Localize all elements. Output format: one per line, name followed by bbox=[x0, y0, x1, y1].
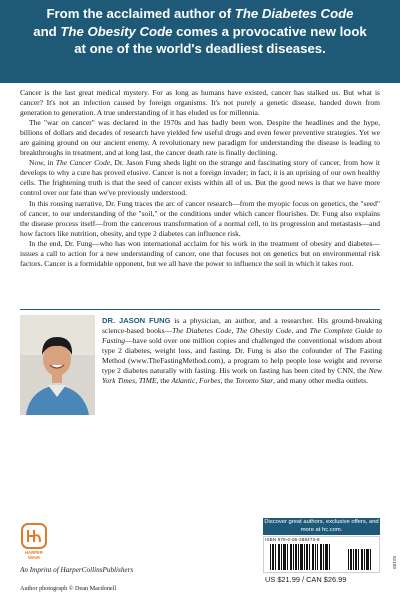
bio-book-title: The Diabetes Code bbox=[172, 326, 232, 336]
price-label: US $21.99 / CAN $26.99 bbox=[265, 575, 347, 584]
bio-text: is a physician, an author, and a researcher. His ground-breaking science-based books— bbox=[102, 316, 382, 336]
header-line3: at one of the world's deadliest diseases. bbox=[74, 41, 326, 57]
photo-credit: Author photograph © Dean Macdonell bbox=[20, 585, 117, 592]
description-paragraph-4: In this rousing narrative, Dr. Fung traces the arc of cancer research—from the myopic focus on genetics, the "seed" of cancer, to our understanding of the "soil," or the conditions under which cancer flourishes. Dr. Fung also explains the disease process itself—from the cancerous transformation of a normal cell, to its progression and metastasis—and how factors like nutrition, obesity, and type 2 diabetes can influence risk. bbox=[20, 198, 380, 238]
harper-wave-logo bbox=[20, 522, 48, 564]
header-book1: The Diabetes Code bbox=[234, 6, 354, 21]
bio-media: TIME bbox=[138, 376, 157, 386]
bio-media: Toronto Star bbox=[235, 376, 274, 386]
bio-text: , bbox=[231, 326, 236, 336]
author-photo bbox=[20, 315, 95, 415]
book-description bbox=[20, 88, 380, 269]
header-line1-pre: From the acclaimed author of bbox=[46, 6, 235, 21]
bio-text: , and bbox=[291, 326, 310, 336]
p3-pre: Now, in bbox=[29, 158, 56, 168]
bio-book-title: The Obesity Code bbox=[235, 326, 292, 336]
bio-text: , the bbox=[220, 376, 236, 386]
description-paragraph-1: Cancer is the last great medical mystery. For as long as humans have existed, cancer has stalked us. But what is cancer? It's not an infection caused by foreign organisms. It's not purely a genetic disease, handed down from generation to generation. A true understanding of it has eluded us for millennia. bbox=[20, 88, 380, 118]
header-line2-pre: and bbox=[33, 23, 61, 39]
bio-book-title: The Complete Guide to Fasting bbox=[102, 326, 382, 346]
header-tagline bbox=[14, 5, 386, 58]
price-code: 52199 bbox=[392, 556, 397, 569]
bio-text: , the bbox=[156, 376, 172, 386]
isbn-text: ISBN 978-0-06-289473-8 bbox=[265, 537, 320, 542]
bio-text: —have sold over one million copies and challenged the conventional wisdom about type 2 diabetes, weight loss, and fasting. Dr. Fung is also the cofounder of The Fasting Method (www.TheFastingMethod.com), a program to help people lose weight and reverse type 2 diabetes naturally with fasting. His work on fasting has been cited by CNN, the bbox=[102, 336, 382, 376]
bio-text: , bbox=[195, 376, 200, 386]
description-paragraph-2: The "war on cancer" was declared in the 1970s and has badly been won. Despite the headlines and the hype, billions of dollars and decades of research have yielded few useful drugs and even fewer preventive strategies. Yet we are gaining ground on our ancient enemy. A revolutionary new paradigm for understanding the disease is leading to breakthroughs in treatment, and at long last, the cancer death rate is finally declining. bbox=[20, 118, 380, 158]
svg-text:HARPER: HARPER bbox=[25, 550, 43, 555]
author-bio bbox=[102, 316, 382, 386]
imprint-line: An Imprint of HarperCollinsPublishers bbox=[20, 566, 134, 574]
promo-banner: Discover great authors, exclusive offers, and more at hc.com. bbox=[263, 518, 380, 535]
bio-media: Forbes bbox=[199, 376, 221, 386]
header-book2: The Obesity Code bbox=[60, 23, 173, 39]
header-line2-post: comes a provocative new look bbox=[172, 23, 367, 39]
bio-text: , and many other media outlets. bbox=[273, 376, 369, 386]
bio-text: , bbox=[135, 376, 139, 386]
description-paragraph-3 bbox=[20, 158, 380, 198]
svg-text:WAVE: WAVE bbox=[27, 555, 41, 560]
bio-media: Atlantic bbox=[171, 376, 196, 386]
section-divider bbox=[20, 309, 380, 310]
p3-title: The Cancer Code bbox=[55, 158, 111, 168]
p3-post: , Dr. Jason Fung sheds light on the strange and fascinating story of cancer, from how it develops to why a cure has proved elusive. Cancer is not a foreign invader; in fact, it is an uprising of our own healthy cells. The frightening truth is that the seed of cancer exists within all of us. But the good news is that we have more control over our fate than we've previously understood. bbox=[20, 158, 380, 198]
author-name: DR. JASON FUNG bbox=[102, 316, 171, 325]
bio-media: New York Times bbox=[102, 366, 382, 386]
description-paragraph-5: In the end, Dr. Fung—who has won international acclaim for his work in the treatment of obesity and diabetes—issues a call to action for a new understanding of cancer, one that focuses not on genetics but on environmental risk factors. Cancer is a formidable opponent, but we all have the power to influence the soil in which it takes root. bbox=[20, 238, 380, 268]
